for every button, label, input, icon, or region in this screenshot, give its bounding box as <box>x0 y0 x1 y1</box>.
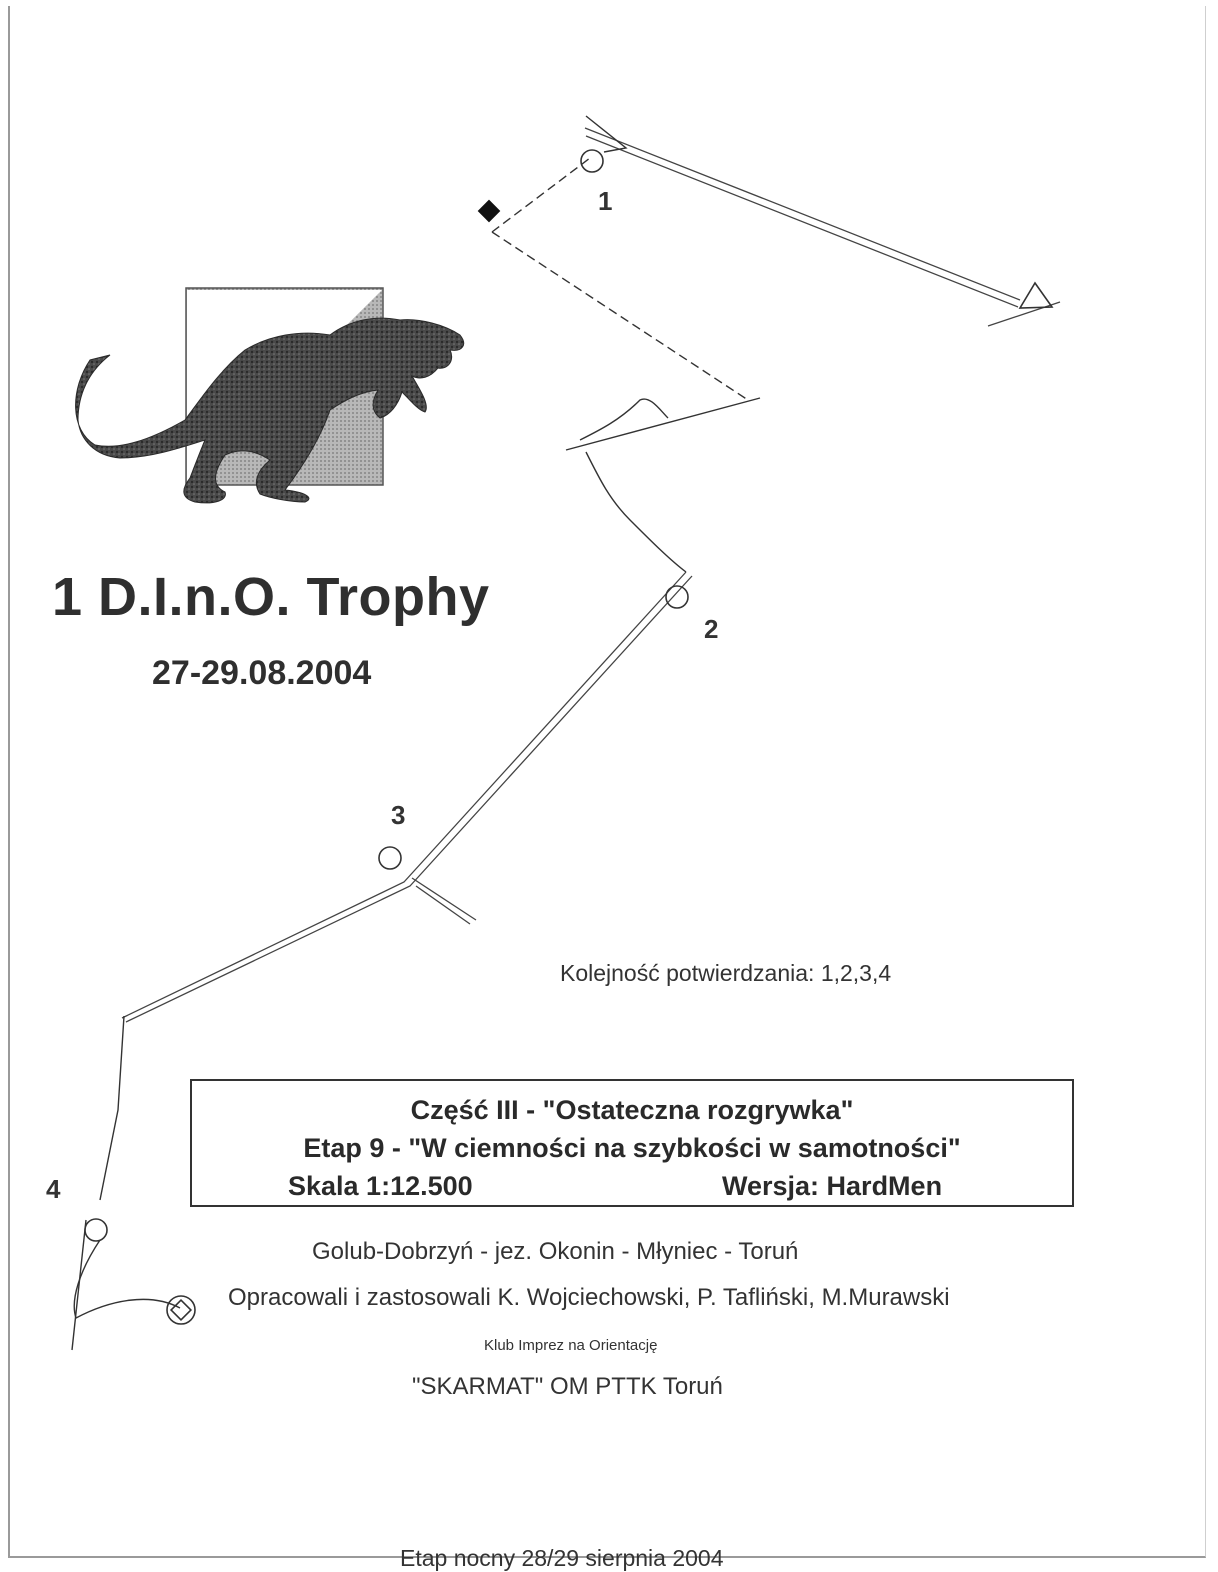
control-number-3: 3 <box>391 800 406 830</box>
start-triangle-icon <box>1020 283 1052 308</box>
event-dates: 27-29.08.2004 <box>152 654 372 692</box>
finish-diamond-icon <box>167 1296 195 1324</box>
control-circle-icon <box>85 1219 107 1241</box>
control-number-1: 1 <box>598 186 613 216</box>
confirmation-order: Kolejność potwierdzania: 1,2,3,4 <box>560 960 892 986</box>
footer-text: Etap nocny 28/29 sierpnia 2004 <box>400 1545 724 1571</box>
footpaths <box>492 158 748 400</box>
dino-logo <box>76 288 464 503</box>
authors-text: Opracowali i zastosowali K. Wojciechowski, P. Tafliński, M.Murawski <box>228 1284 950 1311</box>
map-scale: Skala 1:12.500 <box>288 1171 473 1201</box>
dinosaur-icon <box>76 318 464 503</box>
map-diamond-icon <box>478 200 501 223</box>
part-title: Część III - "Ostateczna rozgrywka" <box>410 1095 854 1125</box>
club-name: Klub Imprez na Orientację <box>484 1337 658 1354</box>
control-number-2: 2 <box>704 614 719 644</box>
map-version: Wersja: HardMen <box>722 1171 943 1201</box>
stage-info-box <box>190 1079 1074 1207</box>
control-number-4: 4 <box>46 1174 61 1204</box>
club-org: "SKARMAT" OM PTTK Toruń <box>412 1373 723 1400</box>
stage-title: Etap 9 - "W ciemności na szybkości w samotności" <box>303 1133 961 1163</box>
control-circle-icon <box>581 150 603 172</box>
control-circle-icon <box>666 586 688 608</box>
control-circle-icon <box>379 847 401 869</box>
route-text: Golub-Dobrzyń - jez. Okonin - Młyniec - Toruń <box>312 1238 799 1265</box>
event-title: 1 D.I.n.O. Trophy <box>52 567 490 627</box>
